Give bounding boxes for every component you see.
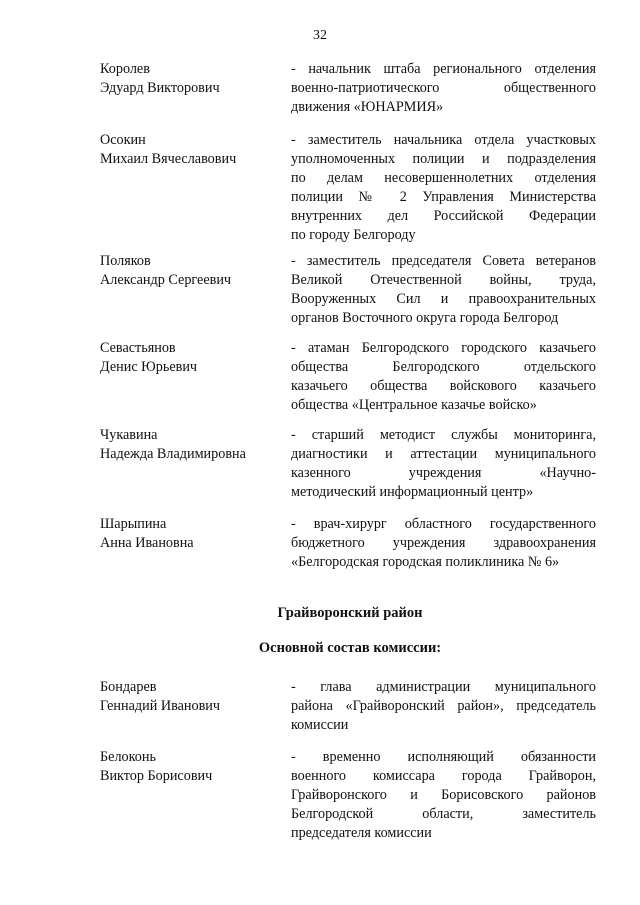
section-heading: Основной состав комиссии:: [258, 640, 442, 656]
member-surname: Белоконь: [100, 749, 156, 765]
member-given-names: Надежда Владимировна: [100, 446, 246, 462]
role-line: общества «Центральное казачье войско»: [291, 397, 537, 413]
member-given-names: Виктор Борисович: [100, 768, 213, 784]
role-line: казачьего общества войскового казачьего: [291, 378, 596, 394]
role-line: казенного учреждения «Научно-: [291, 465, 596, 481]
member-role: [291, 131, 596, 245]
member-role: [291, 339, 596, 415]
role-line: района «Грайворонский район», председатель: [291, 698, 596, 714]
role-line: по делам несовершеннолетних отделения: [291, 170, 596, 186]
member-name: [100, 426, 275, 464]
role-line: - врач-хирург областного государственного: [291, 516, 596, 532]
member-name: [100, 515, 275, 553]
member-surname: Шарыпина: [100, 516, 167, 532]
role-line: - атаман Белгородского городского казачьего: [291, 340, 596, 356]
member-surname: Королев: [100, 61, 150, 77]
role-line: военного комиссара города Грайворон,: [291, 768, 596, 784]
role-line: Грайворонского и Борисовского районов: [291, 787, 596, 803]
role-line: диагностики и аттестации муниципального: [291, 446, 596, 462]
member-name: [100, 252, 275, 290]
member-given-names: Анна Ивановна: [100, 535, 194, 551]
member-role: [291, 252, 596, 328]
member-name: [100, 748, 275, 786]
role-line: полиции № 2 Управления Министерства: [291, 189, 596, 205]
member-given-names: Геннадий Иванович: [100, 698, 221, 714]
role-line: - начальник штаба регионального отделения: [291, 61, 596, 77]
role-line: движения «ЮНАРМИЯ»: [291, 99, 444, 115]
member-role: [291, 678, 596, 735]
role-line: - старший методист службы мониторинга,: [291, 427, 596, 443]
member-surname: Осокин: [100, 132, 146, 148]
district-heading: Грайворонский район: [277, 605, 423, 621]
member-role: [291, 515, 596, 572]
role-line: органов Восточного округа города Белгород: [291, 310, 559, 326]
role-line: Белгородской области, заместитель: [291, 806, 596, 822]
role-line: Великой Отечественной войны, труда,: [291, 272, 596, 288]
member-surname: Бондарев: [100, 679, 157, 695]
member-surname: Поляков: [100, 253, 151, 269]
role-line: военно-патриотического общественного: [291, 80, 596, 96]
role-line: комиссии: [291, 717, 349, 733]
role-line: - заместитель начальника отдела участковых: [291, 132, 596, 148]
member-name: [100, 60, 275, 98]
member-surname: Чукавина: [100, 427, 158, 443]
member-given-names: Эдуард Викторович: [100, 80, 220, 96]
role-line: внутренних дел Российской Федерации: [291, 208, 596, 224]
role-line: Вооруженных Сил и правоохранительных: [291, 291, 596, 307]
role-line: методический информационный центр»: [291, 484, 534, 500]
member-role: [291, 426, 596, 502]
member-given-names: Денис Юрьевич: [100, 359, 198, 375]
role-line: председателя комиссии: [291, 825, 432, 841]
member-name: [100, 339, 275, 377]
member-surname: Севастьянов: [100, 340, 176, 356]
member-given-names: Александр Сергеевич: [100, 272, 232, 288]
role-line: - заместитель председателя Совета ветеранов: [291, 253, 596, 269]
member-role: [291, 748, 596, 843]
role-line: по городу Белгороду: [291, 227, 416, 243]
member-name: [100, 131, 275, 169]
member-role: [291, 60, 596, 117]
member-given-names: Михаил Вячеславович: [100, 151, 237, 167]
role-line: - временно исполняющий обязанности: [291, 749, 596, 765]
role-line: - глава администрации муниципального: [291, 679, 596, 695]
role-line: уполномоченных полиции и подразделения: [291, 151, 596, 167]
role-line: бюджетного учреждения здравоохранения: [291, 535, 596, 551]
role-line: «Белгородская городская поликлиника № 6»: [291, 554, 560, 570]
member-name: [100, 678, 275, 716]
page-number: 32: [313, 28, 327, 43]
role-line: общества Белгородского отдельского: [291, 359, 596, 375]
